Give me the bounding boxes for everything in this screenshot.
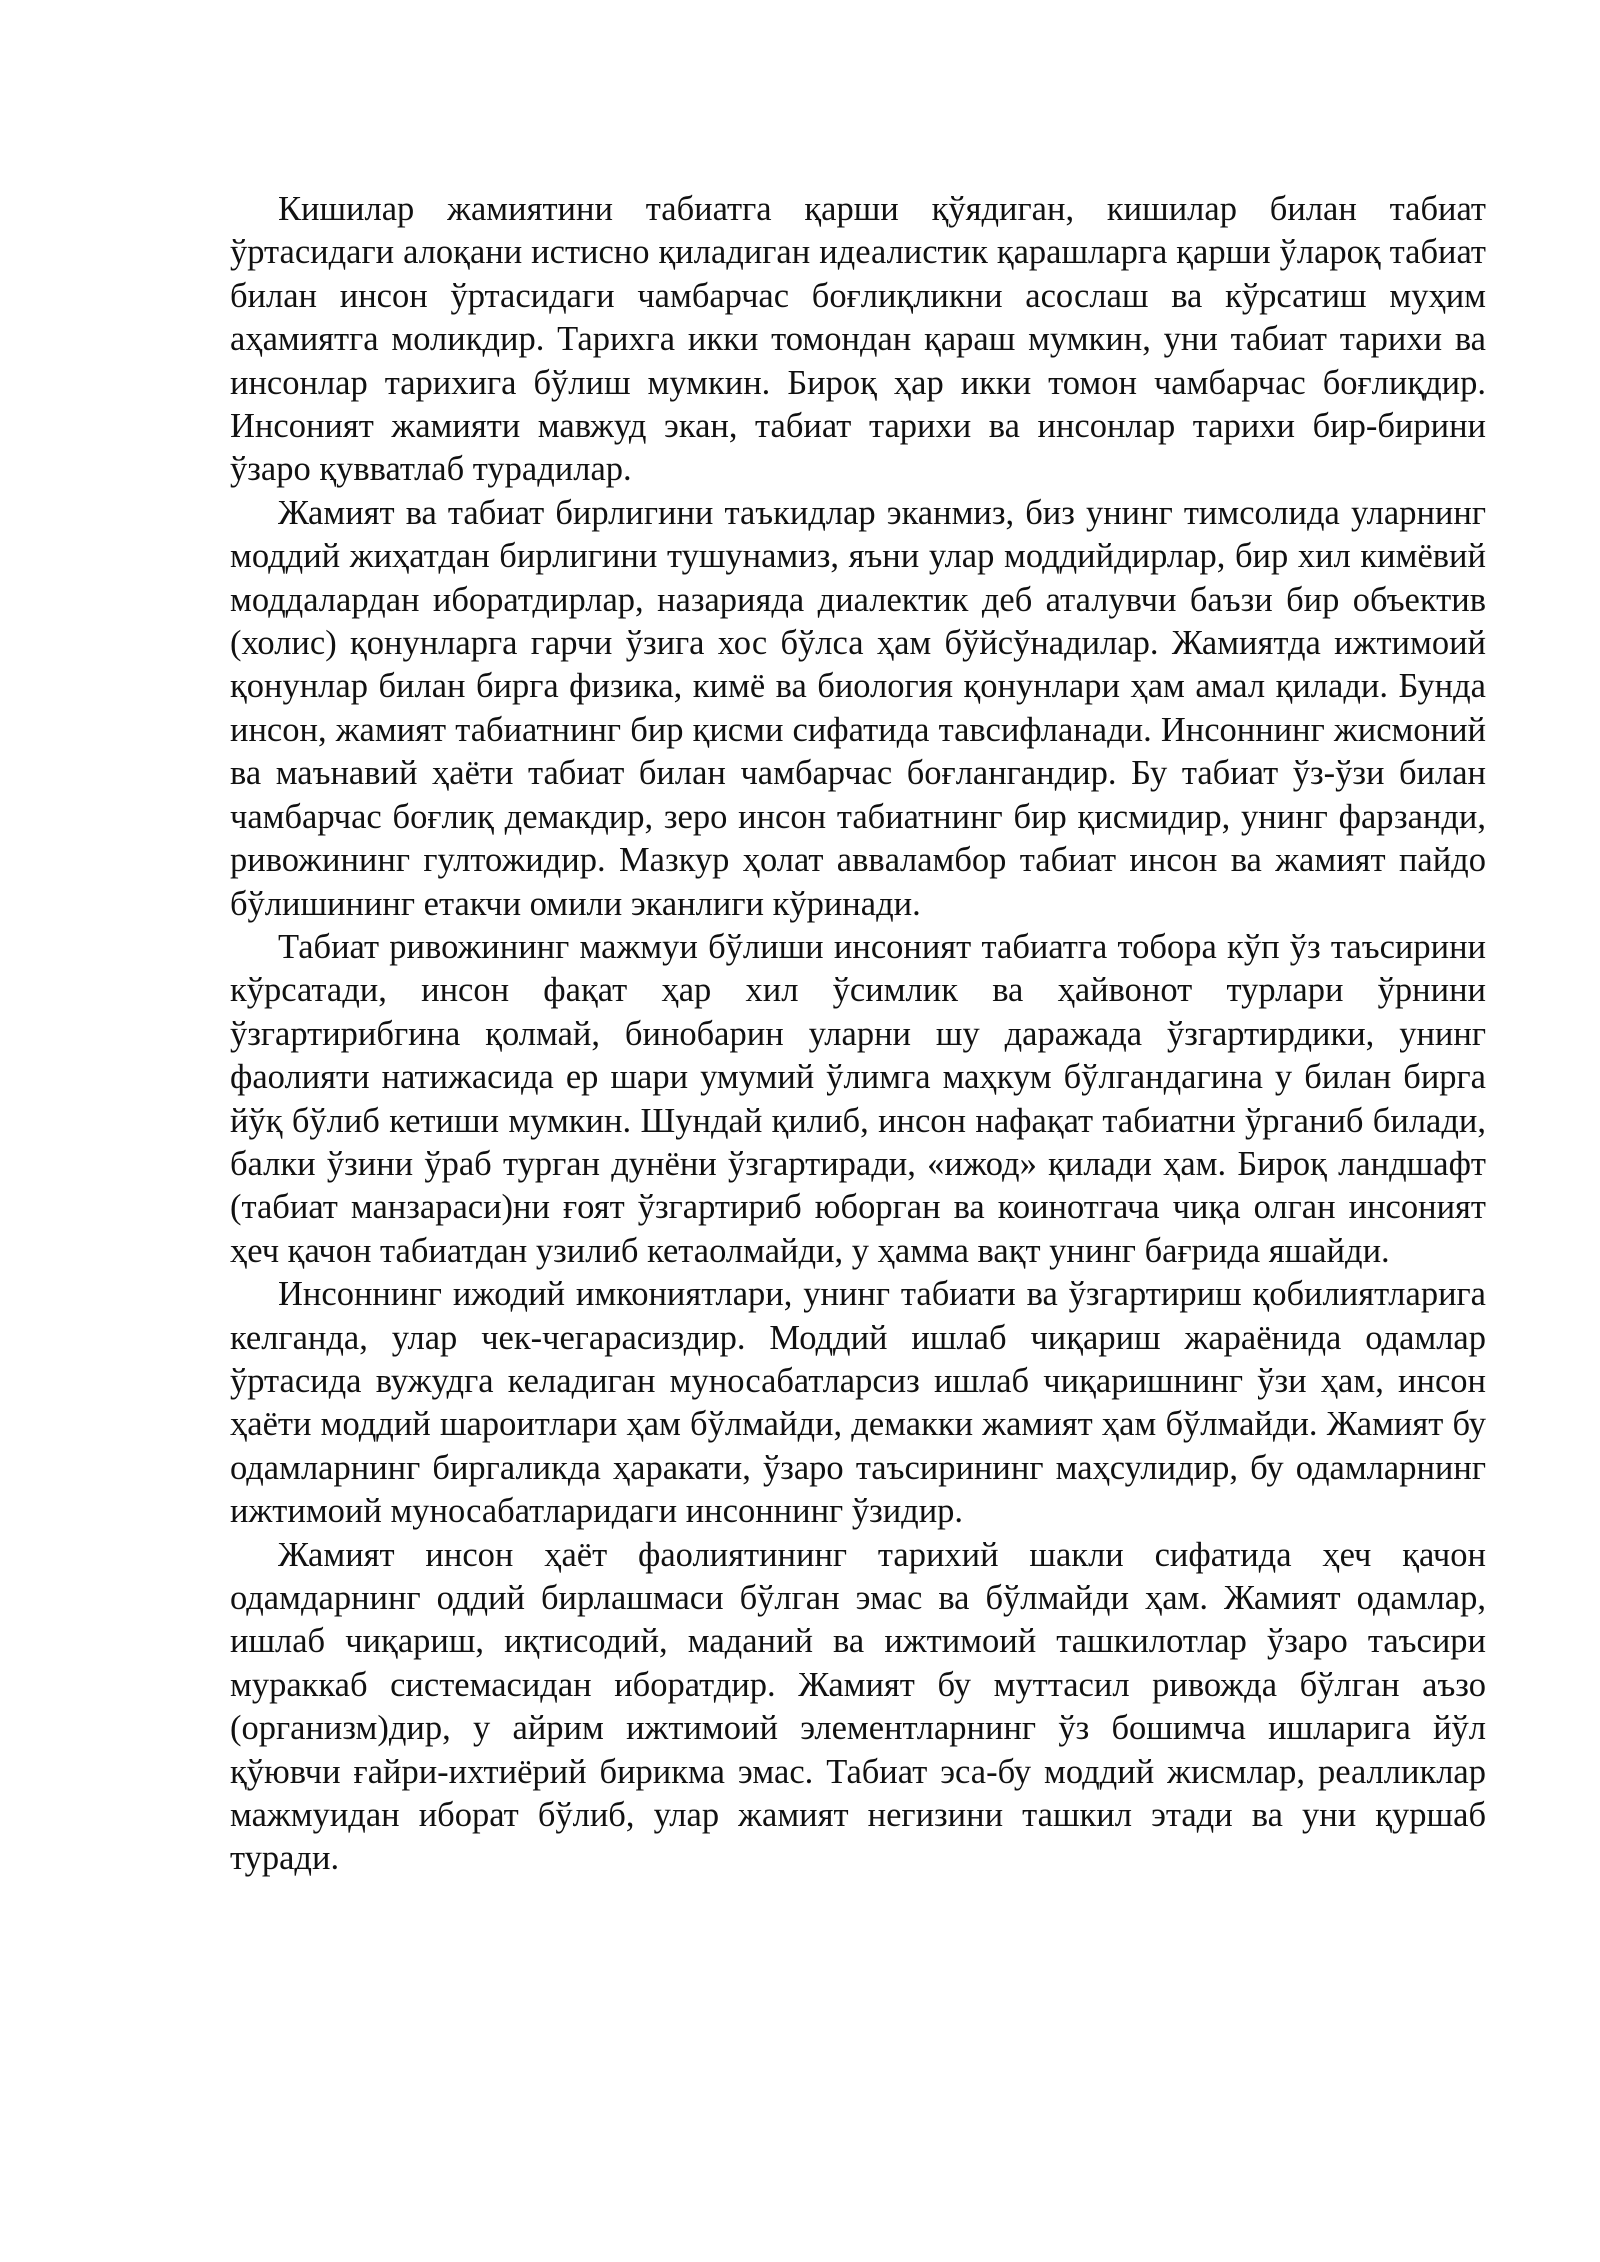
paragraph-4: Инсоннинг ижодий имкониятлари, унинг табиати ва ўзгартириш қобилиятларига келганда, улар чек-чегарасиздир. Моддий ишлаб чиқариш жараёнида одамлар ўртасида вужудга келадиган муносабатларсиз ишлаб чиқаришнинг ўзи ҳам, инсон ҳаёти моддий шароитлари ҳам бўлмайди, демакки жамият ҳам бўлмайди. Жамият бу одамларнинг биргаликда ҳаракати, ўзаро таъсирининг маҳсулидир, бу одамларнинг ижтимоий муносабатларидаги инсоннинг ўзидир. [230,1275,1486,1531]
paragraph-3: Табиат ривожининг мажмуи бўлиши инсоният табиатга тобора кўп ўз таъсирини кўрсатади, инсон фақат ҳар хил ўсимлик ва ҳайвонот турлари ўрнини ўзгартирибгина қолмай, бинобарин уларни шу даражада ўзгартирдики, унинг фаолияти натижасида ер шари умумий ўлимга маҳкум бўлгандагина у билан бирга йўқ бўлиб кетиши мумкин. Шундай қилиб, инсон нафақат табиатни ўрганиб билади, балки ўзини ўраб турган дунёни ўзгартиради, «ижод» қилади ҳам. Бироқ ландшафт (табиат манзараси)ни ғоят ўзгартириб юборган ва коинотгача чиқа олган инсоният ҳеч қачон табиатдан узилиб кетаолмайди, у ҳамма вақт унинг бағрида яшайди. [230,927,1486,1270]
paragraph-2: Жамият ва табиат бирлигини таъкидлар эканмиз, биз унинг тимсолида уларнинг моддий жиҳатдан бирлигини тушунамиз, яъни улар моддийдирлар, бир хил кимёвий моддалардан иборатдирлар, назарияда диалектик деб аталувчи баъзи бир объектив (холис) қонунларга гарчи ўзига хос бўлса ҳам бўйсўнадилар. Жамиятда ижтимоий қонунлар билан бирга физика, кимё ва биология қонунлари ҳам амал қилади. Бунда инсон, жамият табиатнинг бир қисми сифатида тавсифланади. Инсоннинг жисмоний ва маънавий ҳаёти табиат билан чамбарчас боғлангандир. Бу табиат ўз-ўзи билан чамбарчас боғлиқ демакдир, зеро инсон табиатнинг бир қисмидир, унинг фарзанди, ривожининг гултожидир. Мазкур ҳолат аввaламбор табиат инсон ва жамият пайдо бўлишининг етакчи омили эканлиги кўринади. [230,493,1486,923]
document-page [230,188,1486,1881]
paragraph-5: Жамият инсон ҳаёт фаолиятининг тарихий шакли сифатида ҳеч қачон одамдарнинг оддий бирлашмаси бўлган эмас ва бўлмайди ҳам. Жамият одамлар, ишлаб чиқариш, иқтисодий, маданий ва ижтимоий ташкилотлар ўзаро таъсири мураккаб системасидан иборатдир. Жамият бу муттасил ривожда бўлган аъзо (организм)дир, у айрим ижтимоий элементларнинг ўз бошимча ишларига йўл қўювчи ғайри-ихтиёрий бирикма эмас. Табиат эса-бу моддий жисмлар, реалликлар мажмуидан иборат бўлиб, улар жамият негизини ташкил этади ва уни қуршаб туради. [230,1535,1486,1878]
paragraph-1: Кишилар жамиятини табиатга қарши қўядиган, кишилар билан табиат ўртасидаги алоқани истисно қиладиган идеалистик қарашларга қарши ўлароқ табиат билан инсон ўртасидаги чамбарчас боғлиқликни асослаш ва кўрсатиш муҳим аҳамиятга моликдир. Тарихга икки томондан қараш мумкин, уни табиат тарихи ва инсонлар тарихига бўлиш мумкин. Бироқ ҳар икки томон чамбарчас боғлиқдир. Инсоният жамияти мавжуд экан, табиат тарихи ва инсонлар тарихи бир-бирини ўзаро қувватлаб турадилар. [230,190,1486,489]
